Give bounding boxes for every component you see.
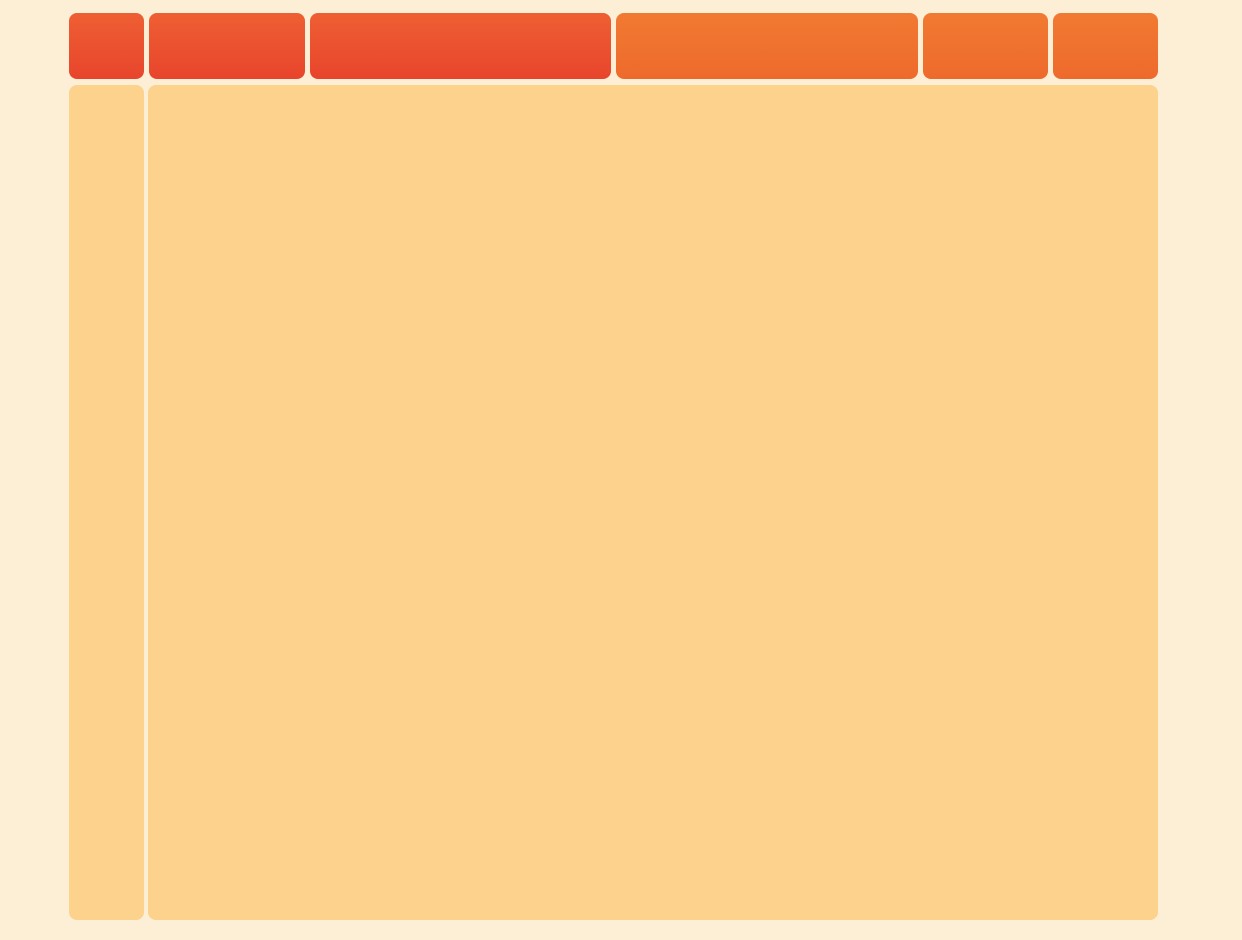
header-day [69,13,144,79]
header-film-en [616,13,918,79]
schedule-table [148,85,1158,920]
header-duration [923,13,1048,79]
header-film-vn [310,13,611,79]
header-rating [1053,13,1158,79]
date-column [69,85,144,920]
header-time [149,13,305,79]
